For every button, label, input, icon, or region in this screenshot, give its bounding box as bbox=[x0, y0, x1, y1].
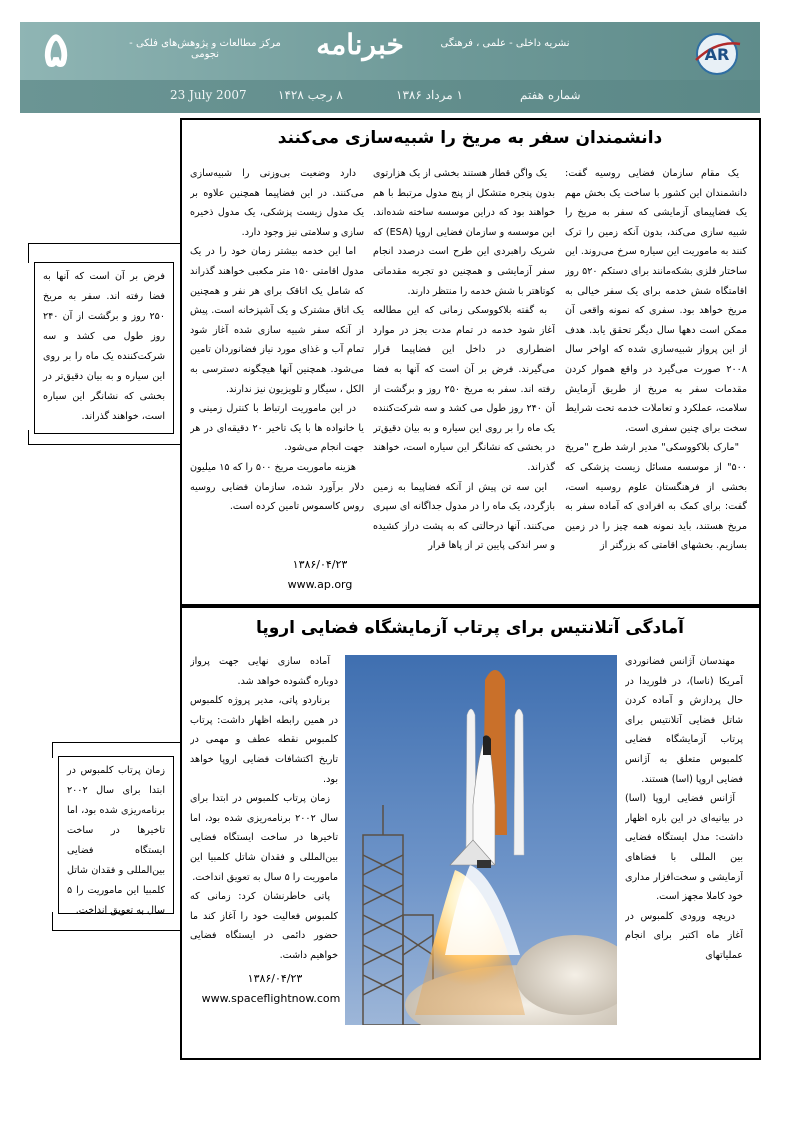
connector-line bbox=[28, 444, 180, 445]
connector-line bbox=[52, 742, 180, 743]
paragraph: این سه تن پیش از آنکه فضاپیما به زمین بازگردد، یک ماه را در مدول جداگانه ای سپری می‌کنند. آنها درحالتی که به پشت دراز کشیده و سر اندکی پایین تر از پاها قرار bbox=[373, 481, 555, 552]
paragraph: آژانس فضایی اروپا (اسا) در بیانیه‌ای در این باره اظهار داشت: مدل ایستگاه فضایی بین المللی با فضاهای آزمایشی و سخت‌افزار مداری خود کاملا مجهز است. bbox=[625, 793, 743, 903]
issue-number: شماره هفتم bbox=[520, 88, 581, 102]
paragraph: "مارک بلاکووسکی" مدیر ارشد طرح "مریخ ۵۰۰" از موسسه مسائل زیست پزشکی که بخشی از فرهنگستان علوم روسیه است، گفت: برای کمک به افرادی که آماده سفر به مریخ هستند، باید نمونه همه چیز را در زمین بسازیم. بخشهای اقامتی که بزرگتر از bbox=[565, 442, 747, 552]
article2-source-link[interactable]: www.spaceflightnow.com bbox=[201, 992, 341, 1005]
paragraph: اما این خدمه بیشتر زمان خود را در یک مدول اقامتی ۱۵۰ متر مکعبی خواهند گذراند که شامل یک اتاقک برای هر نفر و همچنین یک اتاق مشترک و یک آشپزخانه است. پیش از آنکه سفر شبیه سازی شده آغاز شود تمام آب و غذای مورد نیاز فضانوردان تامین می‌شود. همچنین آنها هیچگونه دسترسی به الکل ، سیگار و تلویزیون نیز ندارند. bbox=[190, 246, 364, 395]
paragraph: دارد وضعیت بی‌وزنی را شبیه‌سازی می‌کنند. در این فضاپیما همچنین علاوه بر یک مدول زیست پزشکی، یک مدول ذخیره سازی و سلامتی نیز وجود دارد. bbox=[190, 168, 364, 238]
article1-title: دانشمندان سفر به مریخ را شبیه‌سازی می‌کنند bbox=[277, 128, 663, 148]
organization-logo bbox=[690, 30, 744, 78]
paragraph: هزینه ماموریت مریخ ۵۰۰ را که ۱۵ میلیون دلار برآورد شده، سازمان فضایی روسیه روس کاسموس تامین کرده است. bbox=[190, 461, 364, 513]
paragraph: دریچه ورودی کلمبوس در آغاز ماه اکتبر برای انجام عملیاتهای bbox=[625, 910, 743, 961]
article1-source-link[interactable]: www.ap.org bbox=[287, 578, 353, 591]
page-number: ۵ bbox=[43, 22, 69, 78]
article2-column-right bbox=[625, 652, 743, 1012]
paragraph: پاتی خاطرنشان کرد: زمانی که کلمبوس فعالیت خود را آغاز کند ما حضور دائمی در ایستگاه فضایی خواهیم داشت. bbox=[190, 891, 338, 961]
article1-column-left bbox=[190, 164, 364, 554]
paragraph: به گفته بلاکووسکی زمانی که این مطالعه آغاز شود خدمه در تمام مدت بجز در موارد اضطراری در داخل این فضاپیما قرار می‌گیرند. فرض بر آن است که آنها به فضا رفته اند. سفر به مریخ ۲۵۰ روز و برگشت از آن ۲۴۰ روز طول می کشد و سه شرکت‌کننده یک ماه را بر روی این سیاره و به بیان دقیق‌تر در بخشی که نشانگر این سیاره است، خواهند گذراند. bbox=[373, 305, 555, 473]
tagline: نشریه داخلی - علمی ، فرهنگی bbox=[440, 38, 570, 49]
connector-line bbox=[52, 912, 53, 930]
paragraph: یک مقام سازمان فضایی روسیه گفت: دانشمندان این کشور با ساخت یک بخش مهم یک فضاپیمای آزمایشی که سفر به مریخ را شبیه سازی می‌کند، بدون آنکه زمین را ترک کنند به ماموریت این سیاره سرخ می‌روند. این ساختار فلزی بشکه‌مانند برای دستکم ۵۲۰ روز اقامتگاه شش خدمه برای یک سفر خیالی به مریخ خواهد بود. سفری که نمونه واقعی آن ممکن است دهها سال دیگر تحقق یابد. هدف از این پرواز شبیه‌سازی شده که اواخر سال ۲۰۰۸ صورت می‌گیرد در واقع هموار کردن مقدمات سفر به مریخ از طریق آزمایش سلامت، عملکرد و تعاملات خدمه تحت شرایط سخت برای چنین سفری است. bbox=[565, 168, 747, 434]
side-note-1: فرض بر آن است که آنها به فضا رفته اند. سفر به مریخ ۲۵۰ روز و برگشت از آن ۲۴۰ روز طول می کشد و سه شرکت‌کننده یک ماه را بر روی این سیاره و به بیان دقیق‌تر در بخشی که نشانگر این سیاره است، خواهند گذراند. bbox=[34, 262, 174, 434]
date-hijri: ۸ رجب ۱۴۲۸ bbox=[278, 88, 343, 102]
org-name: مرکز مطالعات و پژوهش‌های فلکی - نجومی bbox=[129, 38, 281, 60]
side-note-2: زمان پرتاب کلمبوس در ابتدا برای سال ۲۰۰۲ برنامه‌ریزی شده بود، اما تاخیرها در ساخت ایستگاه فضایی بین‌المللی و فقدان شاتل کلمبیا این ماموریت را ۵ سال به تعویق انداخت. bbox=[58, 756, 174, 914]
article1-column-right bbox=[565, 164, 747, 589]
paragraph: آماده سازی نهایی جهت پرواز دوباره گشوده خواهد شد. bbox=[190, 656, 338, 687]
paragraph: در این ماموریت ارتباط با کنترل زمینی و یا خانواده ها با یک تاخیر ۲۰ دقیقه‌ای در هر جهت انجام می‌شود. bbox=[190, 403, 364, 454]
article2-column-left bbox=[190, 652, 338, 962]
connector-line bbox=[28, 243, 29, 263]
connector-line bbox=[28, 243, 180, 244]
connector-line bbox=[52, 742, 53, 758]
connector-line bbox=[28, 430, 29, 444]
shuttle-launch-photo bbox=[345, 655, 617, 1025]
connector-line bbox=[52, 930, 180, 931]
paragraph: برناردو پاتی، مدیر پروژه کلمبوس در همین رابطه اظهار داشت: پرتاب کلمبوس نقطه عطف و مهمی در تاریخ اکتشافات فضایی اروپا خواهد بود. bbox=[190, 695, 338, 785]
date-persian: ۱ مرداد ۱۳۸۶ bbox=[396, 88, 463, 102]
logo-text: AR bbox=[704, 45, 730, 64]
paragraph: یک واگن قطار هستند بخشی از یک هزارتوی بدون پنجره متشکل از پنج مدول مرتبط با هم خواهند بود که دراین موسسه ساخته شده‌اند. این موسسه و سازمان فضایی اروپا (ESA) که شریک راهبردی این طرح است درصدد انجام سفر آزمایشی و همچنین دو تجربه مقدماتی کوتاهتر با شش خدمه را منتظر دارند. bbox=[373, 168, 555, 297]
article2-date: ۱۳۸۶/۰۴/۲۳ bbox=[247, 972, 303, 985]
article1-column-middle bbox=[373, 164, 555, 589]
header-date-strip bbox=[20, 80, 760, 113]
paragraph: مهندسان آژانس فضانوردی آمریکا (ناسا)، در فلوریدا در حال پردازش و آماده کردن شاتل فضایی آتلانتیس برای پرتاب آزمایشگاه فضایی کلمبوس متعلق به آژانس فضایی اروپا (اسا) هستند. bbox=[625, 656, 743, 785]
article2-title: آمادگی آتلانتیس برای پرتاب آزمایشگاه فضایی اروپا bbox=[256, 618, 684, 638]
date-gregorian: 23 July 2007 bbox=[170, 88, 247, 102]
article1-date: ۱۳۸۶/۰۴/۲۳ bbox=[292, 558, 348, 571]
newsletter-title: خبرنامه bbox=[316, 28, 404, 61]
paragraph: زمان پرتاب کلمبوس در ابتدا برای سال ۲۰۰۲ برنامه‌ریزی شده بود، اما تاخیرها در ساخت ایستگاه فضایی بین‌المللی و فقدان شاتل کلمبیا این ماموریت را ۵ سال به تعویق انداخت. bbox=[190, 793, 338, 883]
